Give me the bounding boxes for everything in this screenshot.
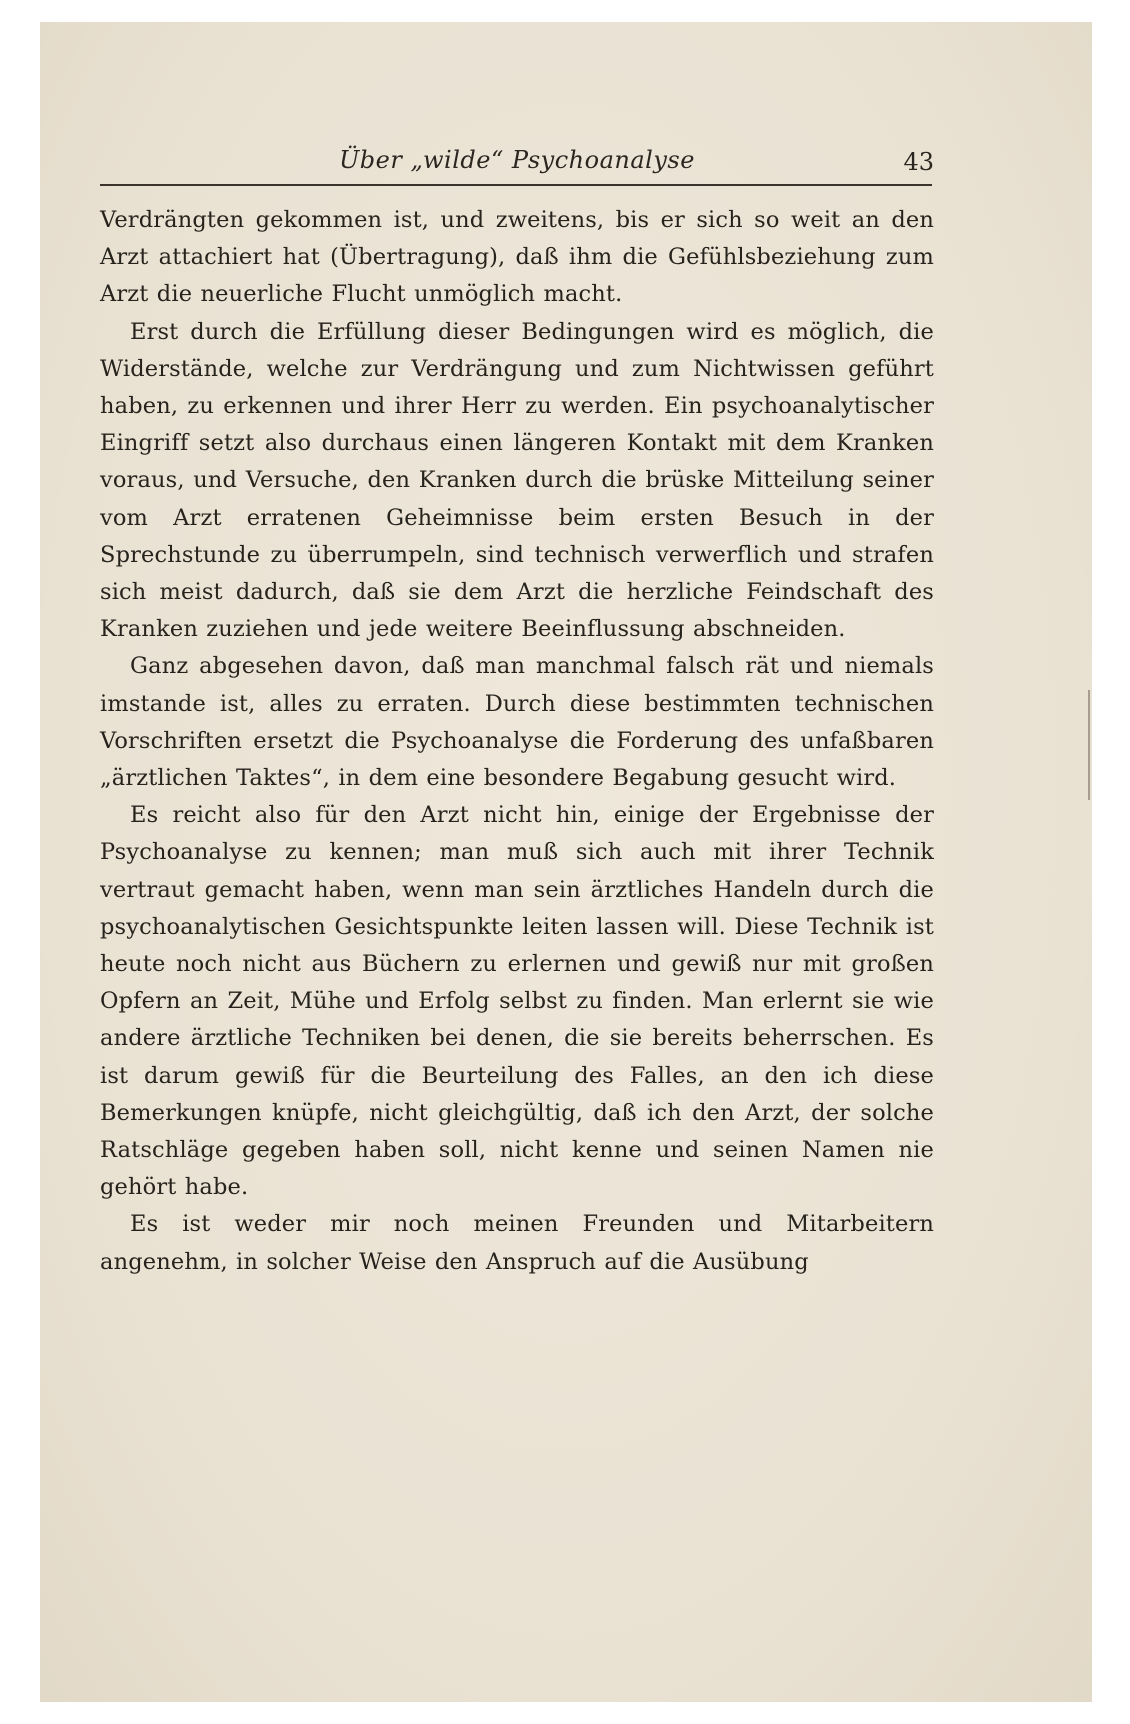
page-edge-mark — [1088, 690, 1090, 800]
paragraph: Es reicht also für den Arzt nicht hin, einige der Ergebnisse der Psychoanalyse zu kennen; man muß sich auch mit ihrer Technik vertraut gemacht haben, wenn man sein ärztliches Handeln durch die psychoanalytischen Gesichtspunkte leiten lassen will. Diese Technik ist heute noch nicht aus Büchern zu erlernen und gewiß nur mit großen Opfern an Zeit, Mühe und Erfolg selbst zu finden. Man erlernt sie wie andere ärztliche Techniken bei denen, die sie bereits beherrschen. Es ist darum gewiß für die Beurteilung des Falles, an den ich diese Bemerkungen knüpfe, nicht gleichgültig, daß ich den Arzt, der solche Ratschläge gegeben haben soll, nicht kenne und seinen Namen nie gehört habe. — [100, 802, 934, 1201]
body-text — [100, 202, 934, 1281]
paragraph: Erst durch die Erfüllung dieser Bedingungen wird es möglich, die Widerstände, welche zur Verdrängung und zum Nichtwissen geführt haben, zu erkennen und ihrer Herr zu werden. Ein psychoanalytischer Eingriff setzt also durchaus einen längeren Kontakt mit dem Kranken voraus, und Versuche, den Kranken durch die brüske Mitteilung seiner vom Arzt erratenen Geheimnisse beim ersten Besuch in der Sprechstunde zu überrumpeln, sind technisch verwerflich und strafen sich meist dadurch, daß sie dem Arzt die herzliche Feindschaft des Kranken zuziehen und jede weitere Beeinflussung abschneiden. — [100, 318, 934, 643]
header-rule — [100, 184, 932, 186]
running-head — [100, 142, 934, 182]
paragraph: Es ist weder mir noch meinen Freunden und Mitarbeitern angenehm, in solcher Weise den Anspruch auf die Ausübung — [100, 1211, 934, 1275]
paragraph: Verdrängten gekommen ist, und zweitens, bis er sich so weit an den Arzt attachiert hat (Übertragung), daß ihm die Gefühlsbeziehung zum Arzt die neuerliche Flucht unmöglich macht. — [100, 207, 934, 308]
page-number: 43 — [903, 148, 934, 176]
paragraph: Ganz abgesehen davon, daß man manchmal falsch rät und niemals imstande ist, alles zu erraten. Durch diese bestimmten technischen Vorschriften ersetzt die Psychoanalyse die Forderung des unfaßbaren „ärztlichen Taktes“, in dem eine besondere Begabung gesucht wird. — [100, 653, 934, 792]
running-title: Über „wilde“ Psychoanalyse — [339, 146, 695, 174]
